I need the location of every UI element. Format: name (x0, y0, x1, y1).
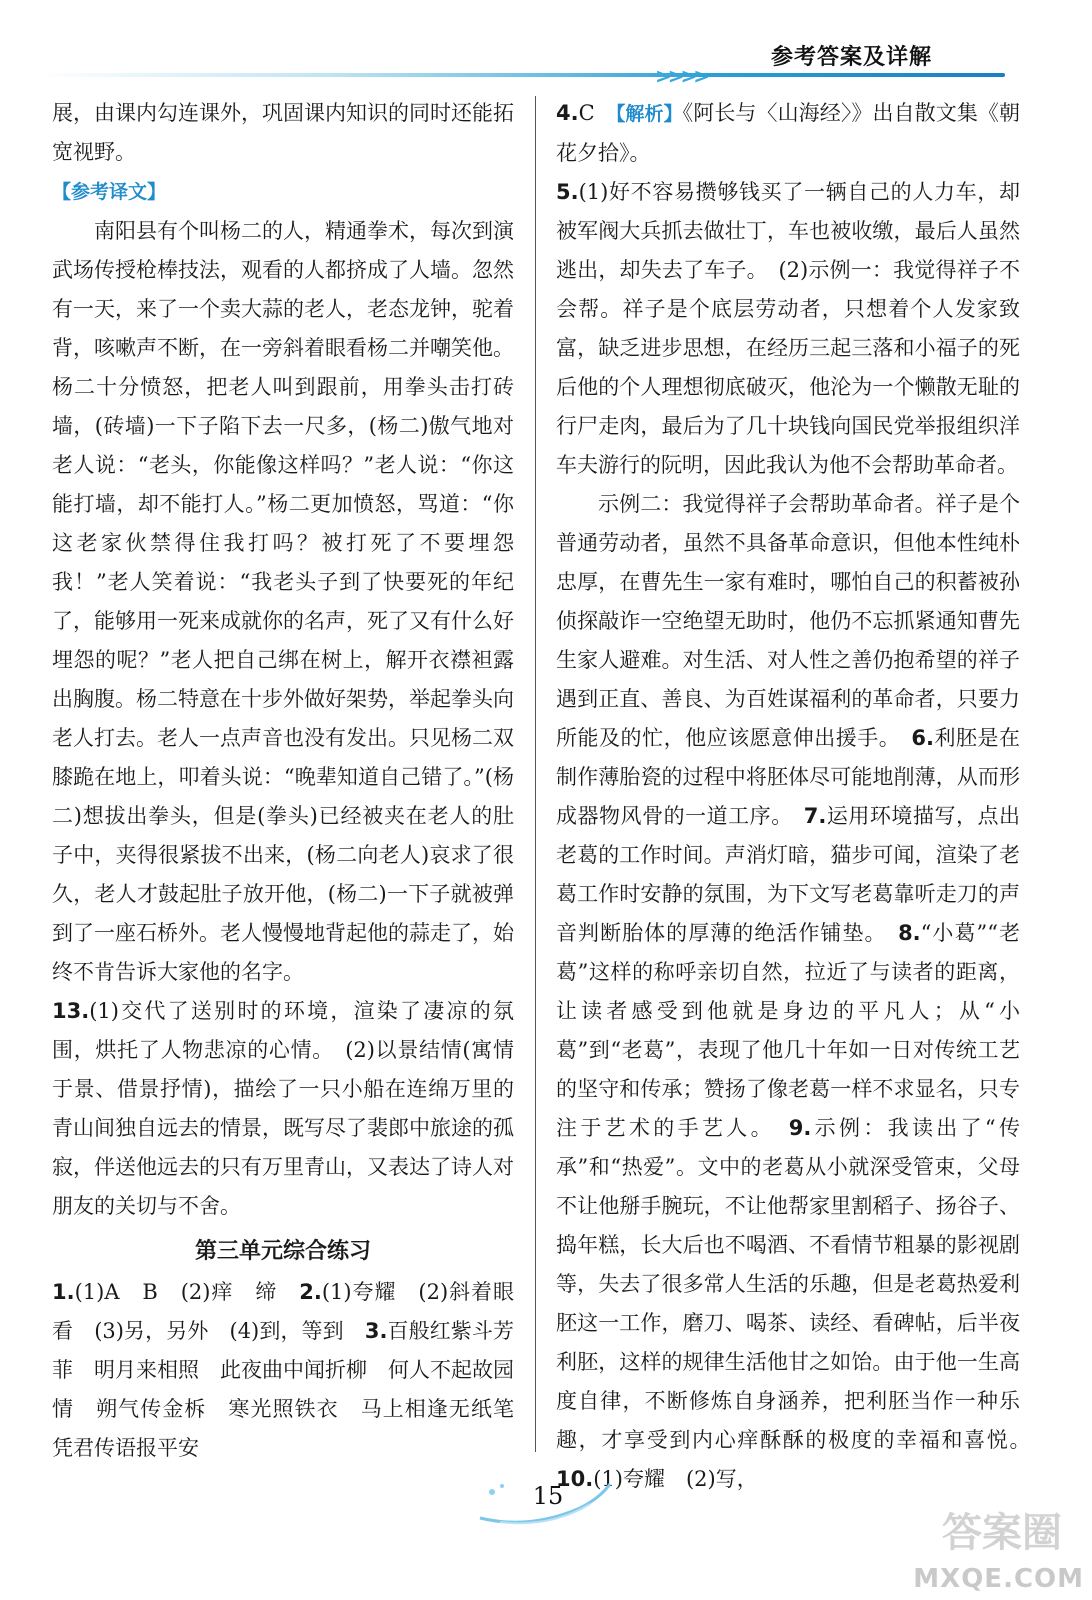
answer-3-number: 3. (364, 1319, 388, 1343)
answer-5-example-2: 示例二：我觉得祥子会帮助革命者。祥子是个普通劳动者，虽然不具备革命意识，但他本性纯朴忠厚，在曹先生一家有难时，哪怕自己的积蓄被孙侦探敲诈一空绝望无助时，他仍不忘抓紧通知曹先生家人避难。对生活、对人性之善仍抱希望的祥子遇到正直、善良、为百姓谋福利的革命者，只要力所能及的忙，他应该愿意伸出援手。 (556, 492, 1020, 750)
answer-5 (556, 173, 1020, 485)
answer-4-text: 《阿长与〈山海经〉》出自散文集《朝花夕拾》。 (556, 101, 1020, 165)
answer-2-text: (1)夸耀 (2)斜着眼看 (3)另，另外 (4)到，等到 (52, 1280, 514, 1343)
answer-2-number: 2. (299, 1280, 322, 1304)
answer-4-number: 4. (556, 101, 579, 125)
answers-1-3 (52, 1273, 535, 1468)
answer-4-choice: C (578, 101, 616, 125)
column-divider (535, 96, 536, 1452)
answer-7-text: 运用环境描写，点出老葛的工作时间。声消灯暗，猫步可闻，渲染了老葛工作时安静的氛围，为下文写老葛靠听走刀的声音判断胎体的厚薄的绝活作铺垫。 (556, 804, 1021, 945)
answer-5-text: (1)好不容易攒够钱买了一辆自己的人力车，却被军阀大兵抓去做壮丁，车也被收缴，最后人虽然逃出，却失去了车子。 (2)示例一：我觉得祥子不会帮。祥子是个底层劳动者，只想着个人发家致富，缺乏进步思想，在经历三起三落和小福子的死后他的个人理想彻底破灭，他沦为一个懒散无耻的行尸走肉，最后为了几十块钱向国民党举报组织洋车夫游行的阮明，因此我认为他不会帮助革命者。 (556, 180, 1020, 477)
answer-1-number: 1. (52, 1280, 75, 1304)
page-number: 15 (532, 1482, 564, 1510)
answer-6-number: 6. (911, 726, 934, 750)
header-title: 参考答案及详解 (770, 45, 932, 70)
answer-5-number: 5. (556, 180, 579, 204)
watermark (892, 1510, 1092, 1600)
answer-9-number: 9. (788, 1116, 812, 1140)
translation-text: 南阳县有个叫杨二的人，精通拳术，每次到演武场传授枪棒技法，观看的人都挤成了人墙。忽然有一天，来了一个卖大蒜的老人，老态龙钟，驼着背，咳嗽声不断，在一旁斜着眼看杨二并嘲笑他。杨二十分愤怒，把老人叫到跟前，用拳头击打砖墙，(砖墙)一下子陷下去一尺多，(杨二)傲气地对老人说：“老头，你能像这样吗？”老人说：“你这能打墙，却不能打人。”杨二更加愤怒，骂道：“你这老家伙禁得住我打吗？被打死了不要埋怨我！”老人笑着说：“我老头子到了快要死的年纪了，能够用一死来成就你的名声，死了又有什么好埋怨的呢？”老人把自己绑在树上，解开衣襟袒露出胸腹。杨二特意在十步外做好架势，举起拳头向老人打去。老人一点声音也没有发出。只见杨二双膝跪在地上，叩着头说：“晚辈知道自己错了。”(杨二)想拔出拳头，但是(拳头)已经被夹在老人的肚子中，夹得很紧拔不出来，(杨二向老人)哀求了很久，老人才鼓起肚子放开他，(杨二)一下子就被弹到了一座石桥外。老人慢慢地背起他的蒜走了，始终不肯告诉大家他的名字。 (52, 219, 514, 984)
translation-tag: 【参考译文】 (52, 181, 167, 203)
page-number-badge (470, 1470, 620, 1530)
watermark-url: MXQE.COM (913, 1564, 1084, 1594)
answers-5-10 (556, 485, 1041, 1499)
answer-7-number: 7. (803, 804, 827, 828)
answer-3-text: 百般红紫斗芳菲 明月来相照 此夜曲中闻折柳 何人不起故园情 朔气传金柝 寒光照铁衣 马上相逢无纸笔 凭君传语报平安 (52, 1319, 535, 1460)
left-column (52, 94, 535, 1468)
answer-8-number: 8. (898, 921, 921, 945)
answer-1-text: (1)A B (2)痒 缔 (74, 1280, 300, 1304)
answer-6-text: 利胚是在制作薄胎瓷的过程中将胚体尽可能地削薄，从而形成器物风骨的一道工序。 (556, 726, 1020, 828)
answer-9-text: 示例：我读出了“传承”和“热爱”。文中的老葛从小就深受管束，父母不让他掰手腕玩，不让他帮家里割稻子、扬谷子、捣年糕，长大后也不喝酒、不看情节粗暴的影视剧等，失去了很多常人生活的乐趣，但是老葛热爱利胚这一工作，磨刀、喝茶、读经、看碑帖，后半夜利胚，这样的规律生活他甘之如饴。由于他一生高度自律，不断修炼自身涵养，把利胚当作一种乐趣，才享受到内心痒酥酥的极度的幸福和喜悦。 (556, 1116, 1041, 1452)
right-column (556, 94, 1041, 1499)
paragraph-continued: 展，由课内勾连课外，巩固课内知识的同时还能拓宽视野。 (52, 101, 514, 164)
section-title: 第三单元综合练习 (194, 1239, 371, 1264)
answer-13 (52, 992, 514, 1226)
analysis-tag: 【解析】 (615, 103, 683, 125)
answer-13-text: (1)交代了送别时的环境，渲染了凄凉的氛围，烘托了人物悲凉的心情。 (2)以景结情(寓情于景、借景抒情)，描绘了一只小船在连绵万里的青山间独自远去的情景，既写尽了裴郎中旅途的孤寂，伴送他远去的只有万里青山，又表达了诗人对朋友的关切与不舍。 (52, 999, 514, 1218)
answer-4 (556, 94, 1020, 173)
answer-13-number: 13. (52, 999, 90, 1023)
watermark-logo: 答案圈 (942, 1510, 1062, 1556)
answer-10-text: (1)夸耀 (2)写， (593, 1467, 758, 1491)
answer-8-text: “小葛”“老葛”这样的称呼亲切自然，拉近了与读者的距离，让读者感受到他就是身边的平凡人；从“小葛”到“老葛”，表现了他几十年如一日对传统工艺的坚守和传承；赞扬了像老葛一样不求显名，只专注于艺术的手艺人。 (556, 921, 1021, 1140)
header-divider (40, 73, 1005, 77)
answer-10-number: 10. (556, 1467, 594, 1491)
